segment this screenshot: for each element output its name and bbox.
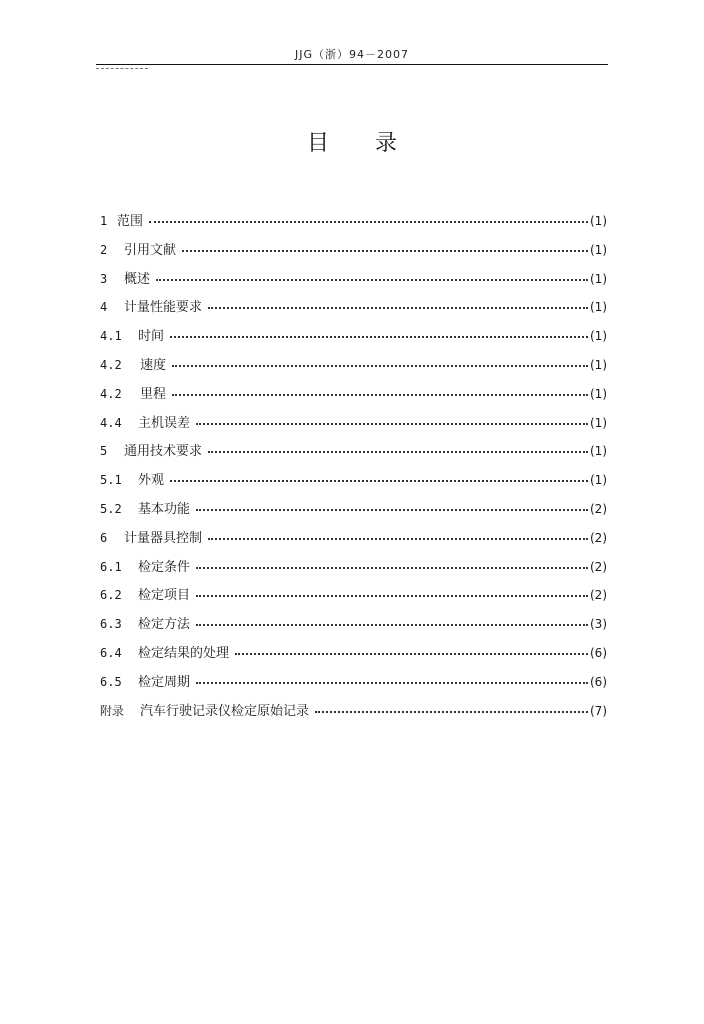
toc-entry[interactable] xyxy=(100,293,607,322)
toc-entry-number: 6.3 xyxy=(100,617,122,632)
toc-entry-number: 5.1 xyxy=(100,473,122,488)
toc-entry-label: 计量器具控制 xyxy=(124,530,203,546)
toc-leader-dots xyxy=(315,699,588,713)
toc-leader-dots xyxy=(156,267,588,281)
toc-entry-page: (2) xyxy=(590,588,607,603)
toc-entry-number: 5 xyxy=(100,444,108,459)
toc-leader-dots xyxy=(196,670,588,684)
page-header-standard-code: JJG（浙）94－2007 xyxy=(294,48,409,61)
toc-entry-number: 附录 xyxy=(100,703,125,718)
toc-leader-dots xyxy=(208,295,588,309)
toc-entry-number: 4 xyxy=(100,300,108,315)
toc-entry-number: 4.1 xyxy=(100,329,122,344)
toc-entry[interactable] xyxy=(100,437,607,466)
toc-entry-page: (2) xyxy=(590,559,607,574)
toc-entry[interactable] xyxy=(100,409,607,438)
toc-entry-label: 范围 xyxy=(117,214,144,229)
toc-entry[interactable] xyxy=(100,495,607,524)
toc-entry-label: 计量性能要求 xyxy=(124,300,203,316)
toc-entry-label: 时间 xyxy=(138,329,165,345)
toc-entry-number: 2 xyxy=(100,242,108,257)
toc-entry[interactable] xyxy=(100,236,607,265)
toc-leader-dots xyxy=(172,353,588,367)
toc-entry-number: 3 xyxy=(100,271,108,286)
toc-entry-number: 4.2 xyxy=(100,386,122,401)
toc-leader-dots xyxy=(208,526,588,540)
toc-entry-label: 检定条件 xyxy=(138,559,191,575)
toc-entry-label: 外观 xyxy=(138,473,165,489)
toc-entry-number: 4.2 xyxy=(100,357,122,372)
toc-entry-label: 检定结果的处理 xyxy=(138,645,230,661)
toc-entry-number: 6.1 xyxy=(100,559,122,574)
toc-leader-dots xyxy=(196,497,588,511)
toc-entry[interactable] xyxy=(100,553,607,582)
toc-entry[interactable] xyxy=(100,322,607,351)
toc-entry-label: 通用技术要求 xyxy=(124,444,203,460)
toc-entry[interactable] xyxy=(100,265,607,294)
toc-entry-label: 基本功能 xyxy=(138,501,191,517)
toc-entry[interactable] xyxy=(100,581,607,610)
toc-entry-page: (1) xyxy=(590,300,607,315)
page-title: 目录 xyxy=(306,131,443,156)
toc-leader-dots xyxy=(170,468,588,482)
toc-leader-dots xyxy=(149,209,588,223)
toc-entry[interactable] xyxy=(100,610,607,639)
toc-entry[interactable] xyxy=(100,524,607,553)
toc-leader-dots xyxy=(182,238,588,252)
toc-entry-page: (6) xyxy=(590,645,607,660)
toc-entry-number: 1 xyxy=(100,214,108,228)
toc-entry-page: (7) xyxy=(590,703,607,718)
toc-leader-dots xyxy=(208,439,588,453)
toc-entry-label: 检定周期 xyxy=(138,674,191,690)
header-rule-mark xyxy=(96,68,148,69)
toc-entry-label: 概述 xyxy=(124,271,151,287)
toc-leader-dots xyxy=(235,641,588,655)
toc-entry-label: 检定项目 xyxy=(138,588,191,604)
toc-entry-page: (2) xyxy=(590,501,607,516)
toc-entry-page: (6) xyxy=(590,674,607,689)
toc-entry[interactable] xyxy=(100,639,607,668)
toc-entry[interactable] xyxy=(100,380,607,409)
toc-entry-number: 6.2 xyxy=(100,588,122,603)
toc-entry-label: 速度 xyxy=(140,357,167,373)
toc-entry-number: 6.5 xyxy=(100,674,122,689)
toc-entry-page: (1) xyxy=(590,444,607,459)
toc-entry-number: 6.4 xyxy=(100,645,122,660)
toc-entry-page: (1) xyxy=(590,473,607,488)
toc-entry[interactable] xyxy=(100,466,607,495)
toc-entry-page: (1) xyxy=(590,386,607,401)
toc-entry[interactable] xyxy=(100,207,607,236)
toc-entry[interactable] xyxy=(100,697,607,726)
toc-entry[interactable] xyxy=(100,351,607,380)
toc-entry-page: (1) xyxy=(590,329,607,344)
toc-leader-dots xyxy=(196,411,588,425)
toc-entry[interactable] xyxy=(100,668,607,697)
toc-entry-page: (1) xyxy=(590,357,607,372)
toc-entry-label: 检定方法 xyxy=(138,617,191,633)
toc-leader-dots xyxy=(196,612,588,626)
toc-entry-page: (3) xyxy=(590,617,607,632)
header-rule xyxy=(96,64,608,65)
toc-entry-number: 6 xyxy=(100,530,108,545)
toc-entry-page: (1) xyxy=(590,415,607,430)
toc-entry-label: 引用文献 xyxy=(124,242,177,258)
toc-leader-dots xyxy=(196,583,588,597)
table-of-contents xyxy=(100,207,607,725)
toc-entry-label: 汽车行驶记录仪检定原始记录 xyxy=(140,703,310,719)
toc-entry-label: 主机误差 xyxy=(138,415,191,431)
toc-leader-dots xyxy=(172,382,588,396)
toc-entry-page: (1) xyxy=(590,242,607,257)
toc-entry-page: (2) xyxy=(590,530,607,545)
toc-entry-page: (1) xyxy=(590,214,607,228)
toc-entry-page: (1) xyxy=(590,271,607,286)
toc-leader-dots xyxy=(170,324,588,338)
toc-entry-number: 5.2 xyxy=(100,501,122,516)
toc-entry-number: 4.4 xyxy=(100,415,122,430)
toc-entry-label: 里程 xyxy=(140,386,167,402)
toc-leader-dots xyxy=(196,555,588,569)
